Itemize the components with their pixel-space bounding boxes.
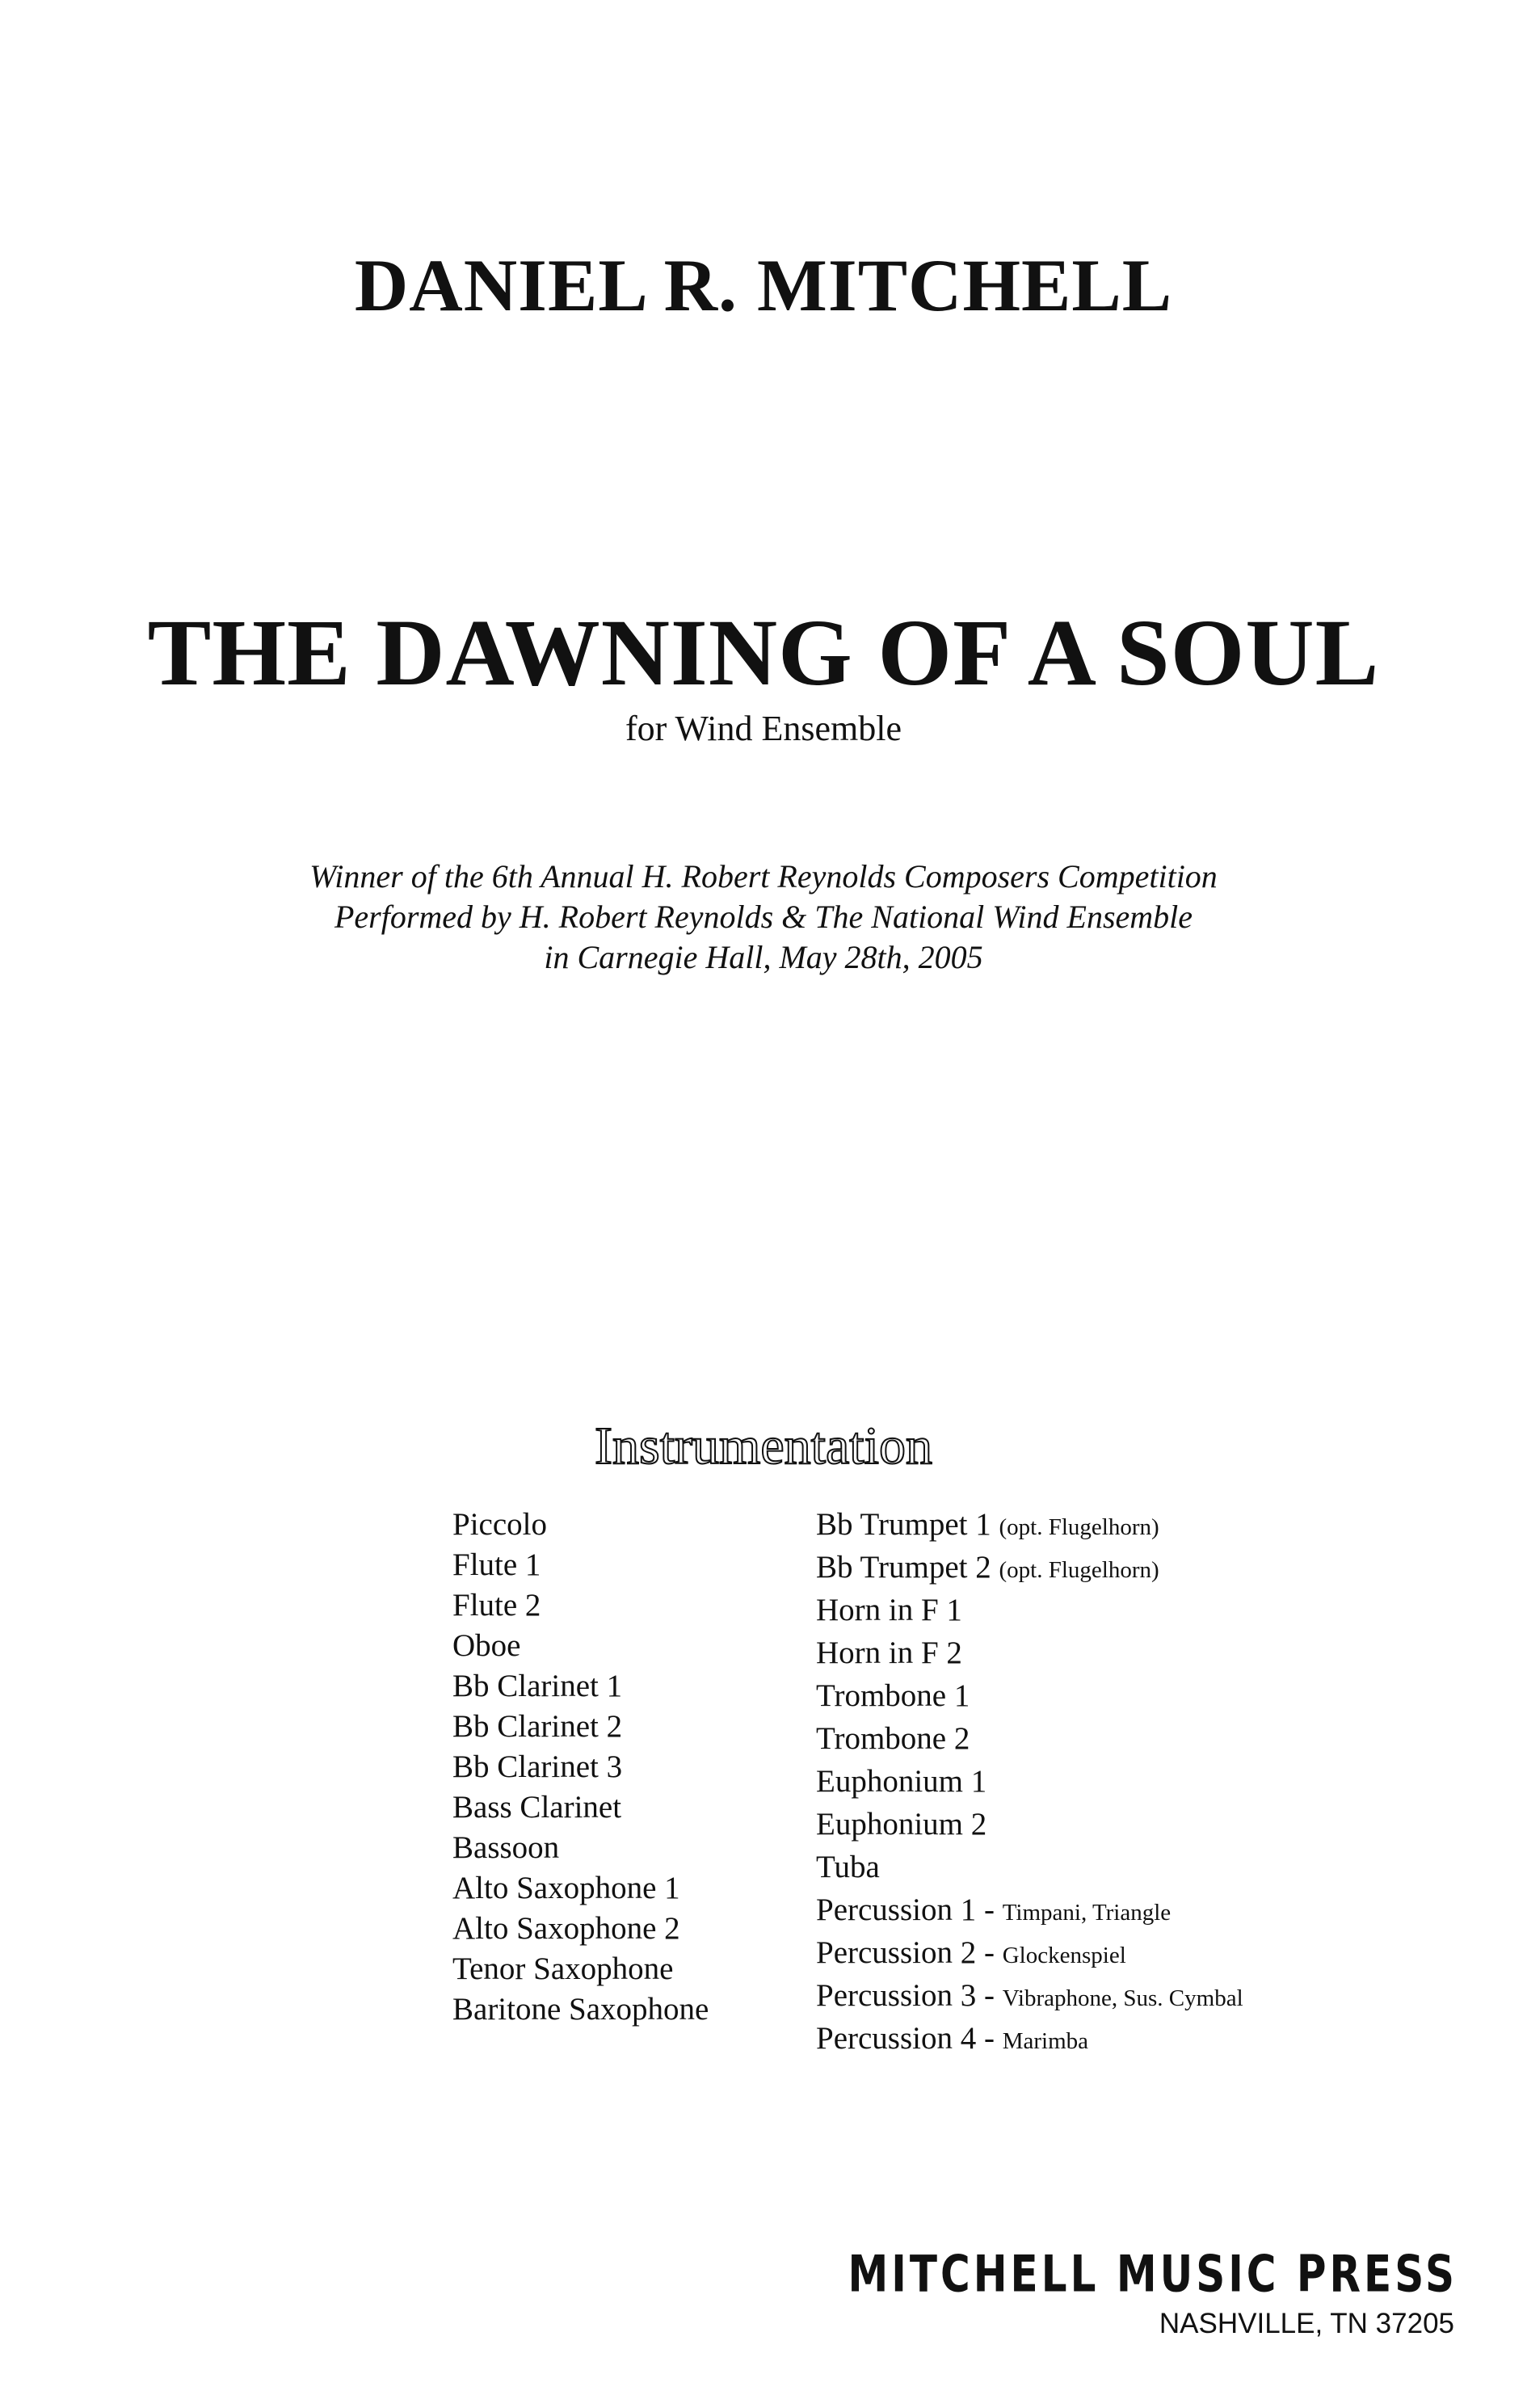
instrument-item	[816, 1762, 1243, 1804]
instrument-name: Horn in F 1	[816, 1593, 962, 1627]
instrument-name: Bb Trumpet 2	[816, 1550, 991, 1585]
instrument-item: Bb Clarinet 2	[452, 1709, 623, 1744]
instrument-name: Percussion 2 -	[816, 1935, 995, 1970]
instrument-item	[816, 1547, 1243, 1590]
instrument-name: Euphonium 2	[816, 1807, 987, 1842]
instrument-item	[816, 1890, 1243, 1933]
instrument-item: Bass Clarinet	[452, 1790, 622, 1825]
instrument-item: Alto Saxophone 2	[452, 1911, 680, 1946]
instrument-item: Bb Clarinet 1	[452, 1669, 623, 1703]
instrument-name: Horn in F 2	[816, 1636, 962, 1670]
instrument-name: Tuba	[816, 1850, 880, 1884]
instrument-note: Glockenspiel	[1002, 1943, 1126, 1968]
instrument-list-left	[452, 1505, 709, 2030]
instrument-item	[816, 1847, 1243, 1890]
instrument-list-right	[816, 1505, 1243, 2061]
instrument-note: Vibraphone, Sus. Cymbal	[1002, 1985, 1243, 2011]
performance-notes	[0, 857, 1527, 978]
instrument-item	[816, 1719, 1243, 1762]
instrument-item: Bassoon	[452, 1830, 560, 1865]
instrument-item: Tenor Saxophone	[452, 1951, 674, 1986]
instrument-name: Percussion 3 -	[816, 1978, 995, 2013]
instrument-item	[816, 1804, 1243, 1847]
composer-name: DANIEL R. MITCHELL	[354, 244, 1173, 326]
instrument-item	[816, 1505, 1243, 1547]
instrument-item	[816, 1676, 1243, 1719]
note-line: Winner of the 6th Annual H. Robert Reynolds Composers Competition	[309, 858, 1218, 895]
instrument-item	[816, 1933, 1243, 1976]
instrument-note: Timpani, Triangle	[1002, 1900, 1172, 1926]
instrument-note: (opt. Flugelhorn)	[999, 1514, 1159, 1540]
instrument-item: Oboe	[452, 1628, 521, 1663]
instrument-item: Flute 2	[452, 1588, 541, 1623]
publisher-location: NASHVILLE, TN 37205	[1159, 2308, 1454, 2339]
instrument-item: Baritone Saxophone	[452, 1992, 709, 2027]
instrument-item: Flute 1	[452, 1547, 541, 1582]
instrument-item: Alto Saxophone 1	[452, 1871, 680, 1905]
instrument-item	[816, 1633, 1243, 1676]
instrument-item	[816, 1976, 1243, 2019]
instrument-name: Bb Trumpet 1	[816, 1507, 991, 1542]
piece-title: THE DAWNING OF A SOUL	[147, 600, 1380, 705]
instrument-name: Percussion 1 -	[816, 1892, 995, 1927]
instrumentation-heading: Instrumentation	[595, 1417, 932, 1476]
note-line: Performed by H. Robert Reynolds & The National Wind Ensemble	[334, 899, 1193, 935]
instrument-name: Percussion 4 -	[816, 2021, 995, 2056]
publisher-name: MITCHELL MUSIC PRESS	[848, 2245, 1458, 2304]
piece-subtitle: for Wind Ensemble	[625, 709, 902, 748]
instrument-item: Bb Clarinet 3	[452, 1749, 623, 1784]
instrument-name: Trombone 1	[816, 1678, 970, 1713]
instrument-name: Trombone 2	[816, 1721, 970, 1756]
instrument-name: Euphonium 1	[816, 1764, 987, 1799]
instrument-item: Piccolo	[452, 1507, 547, 1542]
note-line: in Carnegie Hall, May 28th, 2005	[544, 939, 983, 975]
instrument-note: (opt. Flugelhorn)	[999, 1557, 1159, 1583]
instrument-item	[816, 2019, 1243, 2061]
instrument-item	[816, 1590, 1243, 1633]
instrument-note: Marimba	[1002, 2028, 1089, 2054]
